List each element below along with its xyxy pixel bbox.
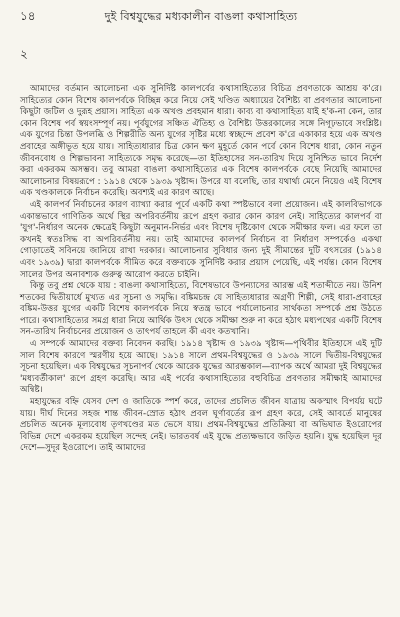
body-text [20,84,382,455]
page-header [20,8,382,28]
paragraph-2: এই কালপর্ব নির্বাচনের কারণ ব্যাখ্যা করার পূর্বে একটি কথা স্পষ্টভাবে বলা প্রয়োজন। এই কালবিভাগকে একান্তভাবে গাণিতিক অর্থে স্থির অপরিবর্তনীয় রূপে গ্রহণ করার কোন কারণ নেই। সাহিত্যের কালপর্ব বা 'যুগ'-নির্ধারণ অনেক ক্ষেত্রেই কিছুটা অনুমান-নির্ভর এবং বিশেষ দৃষ্টিকোণ থেকে সমীক্ষার ফল। এর ফলে তা কখনই স্বতঃসিদ্ধ বা অপরিবর্তনীয় নয়। তাই আমাদের কালপর্ব নির্বাচন বা নির্ধারণ সম্পর্কেও একথা গোড়াতেই সবিনয়ে জানিয়ে রাখা দরকার। আলোচনার সুবিধার জন্য দুই সীমান্তের দুটি বৎসরের (১৯১৪ এবং ১৯৩৯) দ্বারা কালপর্বকে সীমিত করে বক্তব্যকে সুনির্দিষ্ট করার প্রয়াস পেয়েছি, এই পর্যন্ত। কোন বিশেষ সালের উপর অনাবশ্যক গুরুত্ব আরোপ করতে চাইনি। [20,199,382,280]
paragraph-5: মহাযুদ্ধের বহ্নি যেসব দেশ ও জাতিকে স্পর্শ করে, তাদের প্রচলিত জীবন যাত্রায় অকস্মাৎ বিপর্যয় ঘটে যায়। দীর্ঘ দিনের সহজ শান্ত জীবন-স্রোত হঠাৎ প্রবল ঘূর্ণাবর্তের রূপ গ্রহণ করে, সেই আবর্তে মানুষের প্রচলিত অনেক মূল্যবোধ তৃণখণ্ডের মত ভেসে যায়। প্রথম-বিশ্বযুদ্ধের প্রতিক্রিয়া বা অভিঘাত ইওরোপের বিভিন্ন দেশে একরকম হয়েছিল সন্দেহ নেই। ভারতবর্ষ এই যুদ্ধে প্রত্যক্ষভাবে জড়িত হয়নি। যুদ্ধ হয়েছিল দূর দেশে—সুদূর ইওরোপে। তাই আমাদের [20,397,382,454]
chapter-number: ২ [20,47,28,61]
page-number: ১৪ [20,9,36,23]
paragraph-4: এ সম্পর্কে আমাদের বক্তব্য নিবেদন করছি। ১৯১৪ খৃষ্টাব্দ ও ১৯৩৯ খৃষ্টাব্দ—পৃথিবীর ইতিহাসে এই দুটি সাল বিশেষ কারণে স্মরণীয় হয়ে আছে। ১৯১৪ সালে প্রথম-বিশ্বযুদ্ধের ও ১৯৩৯ সালে দ্বিতীয়-বিশ্বযুদ্ধের সূচনা হয়েছিল। এক বিশ্বযুদ্ধের সূচনাপর্ব থেকে আরেক যুদ্ধের আরম্ভকাল—ব্যাপক অর্থে আমরা দুই বিশ্বযুদ্ধের 'মধ্যবর্তীকাল' রূপে গ্রহণ করেছি। আর এই পর্বের কথাসাহিত্যের বহুবিচিত্র প্রবণতার সমীক্ষাই আমাদের অন্বিষ্ট। [20,339,382,396]
running-head: দুই বিশ্বযুদ্ধের মধ্যকালীন বাঙলা কথাসাহিত্য [104,10,298,23]
paragraph-3: কিন্তু তবু প্রশ্ন থেকে যায় : বাঙলা কথাসাহিত্যে, বিশেষভাবে উপন্যাসের আরম্ভ এই শতাব্দীতে নয়। উনিশ শতকের দ্বিতীয়ার্ধে মুখ্যত এর সূচনা ও সমৃদ্ধি। বঙ্কিমচন্দ্র যে সাহিত্যধারার অগ্রণী শিল্পী, সেই ধারা-প্রবাহের বঙ্কিম-উত্তর যুগের একটি বিশেষ কালপর্বকে নিয়ে স্বতন্ত্র ভাবে পর্যালোচনার সার্থকতা সম্পর্কে প্রশ্ন উঠতে পারে। কথাসাহিত্যের সমগ্র ধারা নিয়ে আর্থিক উৎস থেকে সমীক্ষা শুরু না করে হঠাৎ মধ্যপথের একটি বিশেষ সন-তারিখ নির্বাচনের প্রয়োজন ও তাৎপর্য তাহলে কী এবং কতখানি। [20,281,382,338]
paragraph-1: আমাদের বর্তমান আলোচনা এক সুনির্দিষ্ট কালপর্বের কথাসাহিত্যের বিচিত্র প্রবণতাকে আশ্রয় ক'রে। সাহিত্যের কোন বিশেষ কালপর্বকে বিচ্ছিন্ন করে নিয়ে সেই খণ্ডিত অধ্যায়ের বৈশিষ্ট্য বা প্রবণতার আলোচনা কিছুটা জটিল ও দুরূহ প্রয়াস। সাহিত্য এক অখণ্ড প্রবহমান ধারা। কাব্য বা কথাসাহিত্য যাই হ'ক-না কেন, তার কোন বিশেষ পর্ব স্বয়ংসম্পূর্ণ নয়। পূর্বযুগের সঞ্চিত ঐতিহ্য ও বৈশিষ্ট্য উত্তরকালের সঙ্গে নিগূঢ়ভাবে সংশ্লিষ্ট। এক যুগের চিন্তা উপলব্ধি ও শিল্পরীতি অন্য যুগের সৃষ্টির মধ্যে স্বচ্ছন্দে প্রবেশ ক'রে একাকার হয়ে এক অখণ্ড প্রবাহের অঙ্গীভূত হয়ে যায়। সাহিত্যধারার চিত্র কোন ক্ষণ মুহূর্তে কোন পর্বে কোন বিশেষ ধারা, কোন নতুন জীবনবোধ ও শিল্পভাবনা সাহিত্যকে সমৃদ্ধ করেছে—তা ইতিহাসের সন-তারিখ দিয়ে সুনিশ্চিত ভাবে নির্দেশ করা একরকম অসম্ভব। তবু আমরা বাঙলা কথাসাহিত্যের এক বিশেষ কালপর্বকে বেছে নিয়েছি আমাদের আলোচনার বিষয়রূপে : ১৯১৪ থেকে ১৯৩৯ খৃষ্টাব্দ। উপরে যা বলেছি, তার যথার্থ্য মেনে নিয়েও এই বিশেষ এক খণ্ডকালকে নির্বাচন করেছি। অবশ্যই এর কারণ আছে। [20,84,382,199]
